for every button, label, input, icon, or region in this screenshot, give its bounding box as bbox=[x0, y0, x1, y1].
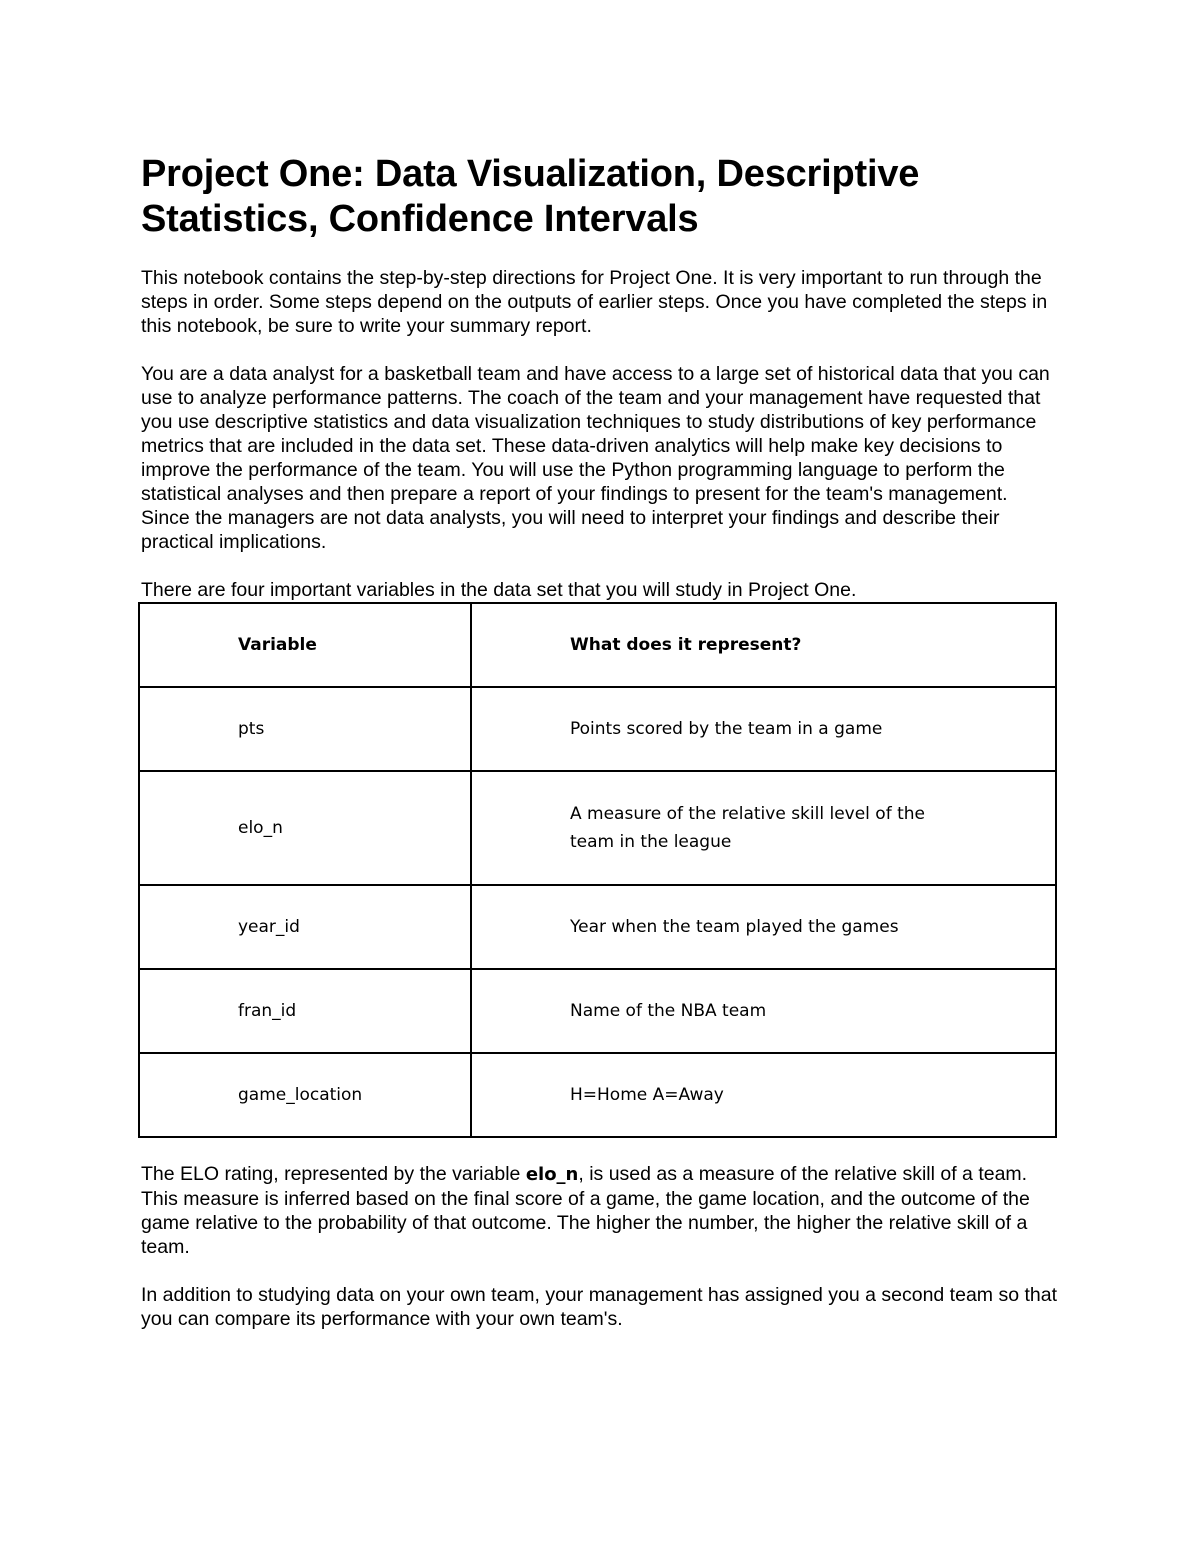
meaning-text: A measure of the relative skill level of the team in the league bbox=[570, 804, 925, 852]
intro-paragraph: This notebook contains the step-by-step directions for Project One. It is very important to run through the steps in order. Some steps depend on the outputs of earlier steps. Once you have completed the steps in this notebook, be sure to write your summary report. bbox=[141, 267, 1048, 337]
elo-text-after: , is used as a measure of the relative skill of a team. This measure is inferred based on the final score of a game, the game location, and the outcome of the game relative to the probability of that outcome. The higher the number, the higher the relative skill of a team. bbox=[141, 1163, 1030, 1258]
table-row bbox=[139, 885, 1056, 969]
header-meaning: What does it represent? bbox=[471, 603, 1056, 687]
table-row bbox=[139, 1053, 1056, 1137]
variable-cell: game_location bbox=[139, 1053, 471, 1137]
table-row bbox=[139, 771, 1056, 885]
table-row bbox=[139, 969, 1056, 1053]
page-title: Project One: Data Visualization, Descriptive Statistics, Confidence Intervals bbox=[141, 153, 920, 240]
variable-cell: year_id bbox=[139, 885, 471, 969]
meaning-cell: Year when the team played the games bbox=[471, 885, 1056, 969]
variables-table bbox=[138, 602, 1057, 1138]
elo-paragraph bbox=[141, 1162, 1061, 1259]
meaning-cell bbox=[471, 771, 1056, 885]
variable-cell: elo_n bbox=[139, 771, 471, 885]
meaning-cell: Name of the NBA team bbox=[471, 969, 1056, 1053]
elo-text-before: The ELO rating, represented by the variable bbox=[141, 1163, 526, 1185]
table-header-row bbox=[139, 603, 1056, 687]
meaning-cell: H=Home A=Away bbox=[471, 1053, 1056, 1137]
addition-paragraph: In addition to studying data on your own team, your management has assigned you a second team so that you can compare its performance with your own team's. bbox=[141, 1284, 1057, 1330]
variable-cell: pts bbox=[139, 687, 471, 771]
elo-variable-name: elo_n bbox=[525, 1164, 579, 1185]
analyst-paragraph: You are a data analyst for a basketball team and have access to a large set of historical data that you can use to analyze performance patterns. The coach of the team and your management have requested that you use descriptive statistics and data visualization techniques to study distributions of key performance metrics that are included in the data set. These data-driven analytics will help make key decisions to improve the performance of the team. You will use the Python programming language to perform the statistical analyses and then prepare a report of your findings to present for the team's management. Since the managers are not data analysts, you will need to interpret your findings and describe their practical implications. bbox=[141, 363, 1050, 553]
meaning-cell: Points scored by the team in a game bbox=[471, 687, 1056, 771]
variable-cell: fran_id bbox=[139, 969, 471, 1053]
four-variables-intro: There are four important variables in the data set that you will study in Project One. bbox=[141, 579, 857, 601]
header-variable: Variable bbox=[139, 603, 471, 687]
table-row bbox=[139, 687, 1056, 771]
document-page bbox=[141, 152, 1061, 1331]
